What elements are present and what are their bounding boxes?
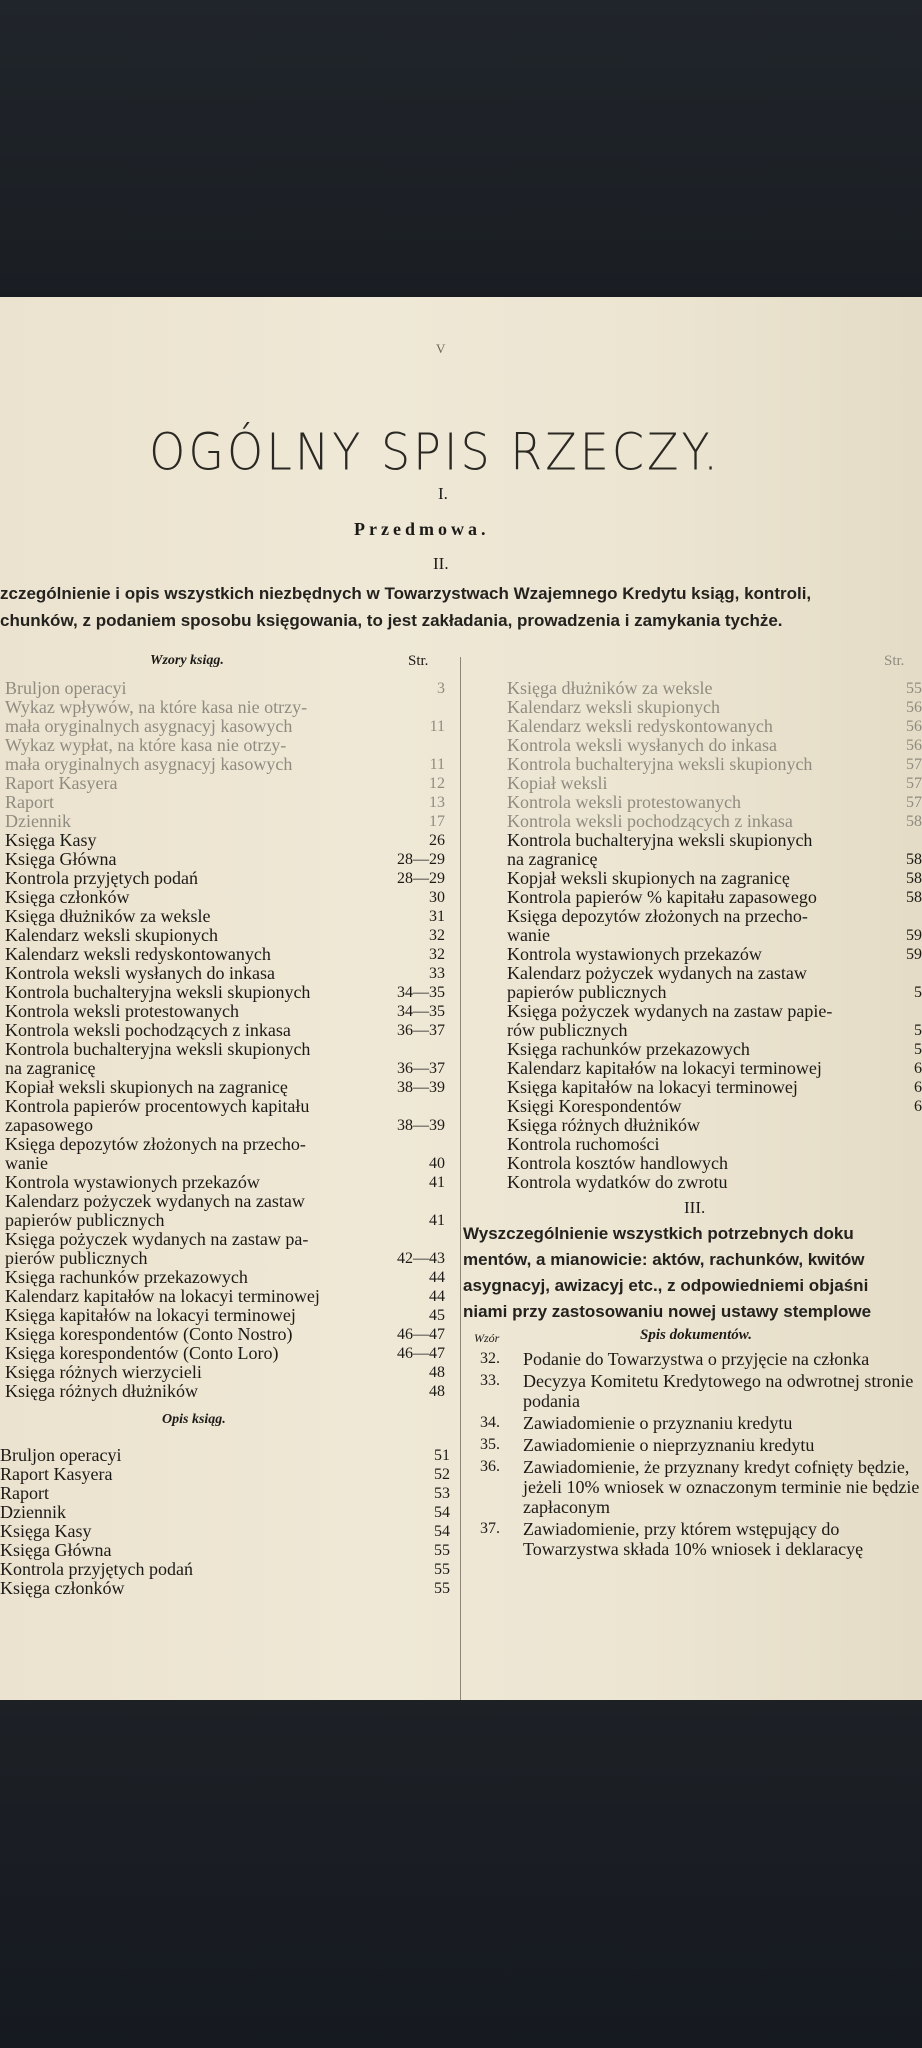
toc-entry-page: 44	[429, 1269, 445, 1286]
toc-entry-page: 28—29	[397, 851, 445, 868]
toc-entry	[5, 1249, 445, 1268]
toc-entry-title: Księga rachunków przekazowych	[5, 1267, 248, 1287]
document-number: 35.	[480, 1436, 500, 1453]
toc-entry-title: Kontrola wystawionych przekazów	[5, 1172, 260, 1192]
toc-entry-title: mała oryginalnych asygnacyj kasowych	[5, 754, 293, 774]
toc-entry	[5, 1173, 445, 1192]
toc-entry-right-title: Kontrola buchalteryjna weksli skupionych	[507, 754, 813, 774]
section-3-heading-line-2: mentów, a mianowicie: aktów, rachunków, kwitów	[463, 1250, 865, 1269]
toc-entry-page: 41	[429, 1174, 445, 1191]
opis-entry-page: 54	[434, 1523, 450, 1540]
toc-entry-right	[507, 1021, 922, 1040]
toc-entry-right	[507, 869, 922, 888]
toc-entry-page: 13	[429, 794, 445, 811]
toc-entry-page: 38—39	[397, 1079, 445, 1096]
section-1-number: I.	[438, 484, 448, 503]
toc-entry-right-title: Księga dłużników za weksle	[507, 678, 713, 698]
toc-entry-title: Wykaz wpływów, na które kasa nie otrzy-	[5, 697, 308, 717]
document-number: 34.	[480, 1414, 500, 1431]
section-2-heading-line-1: zczególnienie i opis wszystkich niezbędnych w Towarzystwach Wzajemnego Kredytu ksiąg, kontroli,	[0, 584, 812, 603]
toc-entry-title: Księga Kasy	[5, 830, 97, 850]
opis-entry-title: Księga Główna	[0, 1540, 112, 1560]
toc-entry-right-title: Księga pożyczek wydanych na zastaw papie-	[507, 1001, 833, 1021]
toc-entry	[5, 964, 445, 983]
toc-entry	[5, 698, 445, 717]
toc-entry-page: 48	[429, 1364, 445, 1381]
toc-entry-title: Kontrola buchalteryjna weksli skupionych	[5, 982, 311, 1002]
toc-entry-title: Raport Kasyera	[5, 773, 118, 793]
toc-entry-title: Księga Główna	[5, 849, 117, 869]
toc-entry-right	[507, 850, 922, 869]
toc-entry	[5, 907, 445, 926]
toc-entry-page: 38—39	[397, 1117, 445, 1134]
opis-entry	[0, 1465, 450, 1484]
toc-entry-right-title: Księga kapitałów na lokacyi terminowej	[507, 1077, 798, 1097]
section-3-heading-line-1: Wyszczególnienie wszystkich potrzebnych doku	[463, 1224, 854, 1243]
toc-entry-title: Księga korespondentów (Conto Nostro)	[5, 1324, 293, 1344]
toc-entry-title: Księga pożyczek wydanych na zastaw pa-	[5, 1229, 309, 1249]
document-number: 37.	[480, 1520, 500, 1537]
toc-entry-page: 48	[429, 1383, 445, 1400]
toc-entry-title: Księga korespondentów (Conto Loro)	[5, 1343, 279, 1363]
toc-entry-right	[507, 736, 922, 755]
section-3-heading-line-3: asygnacyj, awizacyj etc., z odpowiedniemi objaśni	[463, 1276, 869, 1295]
toc-entry-title: Bruljon operacyi	[5, 678, 127, 698]
section-3-number: III.	[684, 1198, 706, 1217]
toc-entry-title: Księga depozytów złożonych na przecho-	[5, 1134, 306, 1154]
toc-entry-right-page: 57	[906, 794, 922, 811]
toc-entry-right	[507, 831, 922, 850]
opis-toc-list	[0, 1446, 450, 1598]
toc-entry-right	[507, 1154, 922, 1173]
toc-entry-title: Kontrola papierów procentowych kapitału	[5, 1096, 310, 1116]
document-number: 32.	[480, 1350, 500, 1367]
toc-entry-right-title: Kontrola papierów % kapitału zapasowego	[507, 887, 817, 907]
toc-entry-right-title: Kalendarz weksli skupionych	[507, 697, 720, 717]
str-header-left: Str.	[408, 653, 429, 669]
toc-entry-title: Kalendarz pożyczek wydanych na zastaw	[5, 1191, 305, 1211]
toc-entry-right	[507, 1002, 922, 1021]
toc-entry-title: Kontrola weksli wysłanych do inkasa	[5, 963, 275, 983]
toc-entry-page: 12	[429, 775, 445, 792]
toc-entry-title: papierów publicznych	[5, 1210, 165, 1230]
toc-entry-right-title: Kontrola buchalteryjna weksli skupionych	[507, 830, 813, 850]
toc-entry-page: 42—43	[397, 1250, 445, 1267]
str-header-right: Str.	[884, 653, 905, 669]
toc-entry-title: na zagranicę	[5, 1058, 96, 1078]
toc-entry-title: mała oryginalnych asygnacyj kasowych	[5, 716, 293, 736]
toc-entry-right	[507, 1059, 922, 1078]
toc-entry-right	[507, 888, 922, 907]
toc-entry-page: 30	[429, 889, 445, 906]
toc-entry	[5, 1154, 445, 1173]
opis-entry-title: Kontrola przyjętych podań	[0, 1559, 193, 1579]
toc-entry	[5, 869, 445, 888]
toc-entry-right-title: papierów publicznych	[507, 982, 667, 1002]
toc-entry-right-title: Kontrola weksli pochodzących z inkasa	[507, 811, 793, 831]
toc-entry-page: 40	[429, 1155, 445, 1172]
toc-entry-title: Kalendarz weksli skupionych	[5, 925, 218, 945]
toc-entry-right-title: Kontrola kosztów handlowych	[507, 1153, 728, 1173]
section-3-heading	[463, 1221, 922, 1325]
opis-entry-page: 55	[434, 1580, 450, 1597]
toc-entry-right	[507, 1097, 922, 1116]
toc-entry-right-page: 57	[906, 756, 922, 773]
opis-entry-page: 51	[434, 1447, 450, 1464]
toc-entry	[5, 1363, 445, 1382]
document-title: Zawiadomienie, przy którem wstępujący do Towarzystwa składa 10% wniosek i deklaracyę	[523, 1519, 864, 1559]
toc-entry-right-title: Kontrola ruchomości	[507, 1134, 660, 1154]
toc-entry	[5, 926, 445, 945]
toc-entry	[5, 850, 445, 869]
opis-entry-title: Dziennik	[0, 1502, 66, 1522]
document-item	[470, 1519, 922, 1559]
toc-entry	[5, 983, 445, 1002]
toc-entry-right-page: 59	[906, 946, 922, 963]
opis-entry-title: Księga Kasy	[0, 1521, 92, 1541]
toc-entry	[5, 1040, 445, 1059]
document-title: Zawiadomienie o nieprzyznaniu kredytu	[523, 1435, 815, 1455]
background-top	[0, 0, 922, 300]
toc-entry-right-title: rów publicznych	[507, 1020, 628, 1040]
toc-entry	[5, 888, 445, 907]
toc-entry-page: 26	[429, 832, 445, 849]
toc-entry-title: Kalendarz kapitałów na lokacyi terminowej	[5, 1286, 320, 1306]
document-title: Decyzya Komitetu Kredytowego na odwrotnej stronie podania	[523, 1371, 914, 1411]
opis-entry	[0, 1579, 450, 1598]
toc-entry-right-title: Kalendarz weksli redyskontowanych	[507, 716, 773, 736]
toc-entry	[5, 1325, 445, 1344]
toc-entry-right-title: wanie	[507, 925, 550, 945]
opis-entry-page: 54	[434, 1504, 450, 1521]
opis-entry-title: Księga członków	[0, 1578, 125, 1598]
toc-entry-title: Wykaz wypłat, na które kasa nie otrzy-	[5, 735, 287, 755]
toc-entry	[5, 1230, 445, 1249]
toc-entry-page: 46—47	[397, 1326, 445, 1343]
toc-entry-right	[507, 1078, 922, 1097]
toc-entry	[5, 1116, 445, 1135]
toc-entry-right-page: 58	[906, 870, 922, 887]
toc-entry-page: 36—37	[397, 1060, 445, 1077]
page-title: OGÓLNY SPIS RZECZY.	[149, 422, 721, 482]
toc-entry	[5, 1135, 445, 1154]
toc-entry-title: Raport	[5, 792, 54, 812]
document-item	[470, 1349, 922, 1369]
toc-entry-title: zapasowego	[5, 1115, 93, 1135]
toc-entry	[5, 793, 445, 812]
toc-entry-right-page: 6	[914, 1098, 922, 1115]
column-divider	[460, 657, 461, 1702]
toc-entry-right	[507, 964, 922, 983]
toc-entry	[5, 717, 445, 736]
document-number: 36.	[480, 1458, 500, 1475]
toc-entry-right-page: 58	[906, 813, 922, 830]
document-title: Zawiadomienie o przyznaniu kredytu	[523, 1413, 793, 1433]
toc-entry	[5, 945, 445, 964]
toc-entry	[5, 1268, 445, 1287]
toc-entry-title: Kontrola weksli protestowanych	[5, 1001, 239, 1021]
toc-entry-right-page: 58	[906, 889, 922, 906]
opis-entry-page: 55	[434, 1561, 450, 1578]
toc-entry-right	[507, 717, 922, 736]
toc-entry-title: Księga kapitałów na lokacyi terminowej	[5, 1305, 296, 1325]
toc-entry-page: 41	[429, 1212, 445, 1229]
opis-entry-page: 55	[434, 1542, 450, 1559]
document-item	[470, 1457, 922, 1517]
toc-entry-right-page: 56	[906, 699, 922, 716]
toc-entry-right-title: Księgi Korespondentów	[507, 1096, 682, 1116]
toc-entry-page: 11	[429, 718, 445, 735]
toc-entry-title: Księga różnych wierzycieli	[5, 1362, 202, 1382]
opis-entry-title: Raport	[0, 1483, 49, 1503]
document-number: 33.	[480, 1372, 500, 1389]
toc-entry-right-page: 6	[914, 1060, 922, 1077]
toc-entry-page: 31	[429, 908, 445, 925]
opis-entry-page: 53	[434, 1485, 450, 1502]
toc-entry-right-title: Kopiał weksli	[507, 773, 608, 793]
toc-entry-page: 28—29	[397, 870, 445, 887]
toc-entry-right-page: 5	[914, 1041, 922, 1058]
toc-entry-page: 17	[429, 813, 445, 830]
toc-entry-right-page: 56	[906, 737, 922, 754]
left-toc-list	[5, 679, 445, 1401]
toc-entry-right-title: Kontrola wystawionych przekazów	[507, 944, 762, 964]
opis-entry	[0, 1522, 450, 1541]
opis-header: Opis ksiąg.	[162, 1412, 226, 1427]
toc-entry-title: wanie	[5, 1153, 48, 1173]
toc-entry-right	[507, 793, 922, 812]
toc-entry-page: 33	[429, 965, 445, 982]
toc-entry-right-title: Kontrola wydatków do zwrotu	[507, 1172, 728, 1192]
toc-entry	[5, 1382, 445, 1401]
toc-entry-title: Dziennik	[5, 811, 71, 831]
opis-entry	[0, 1446, 450, 1465]
toc-entry-title: Kontrola weksli pochodzących z inkasa	[5, 1020, 291, 1040]
toc-entry	[5, 1211, 445, 1230]
toc-entry	[5, 774, 445, 793]
opis-entry	[0, 1541, 450, 1560]
toc-entry-right	[507, 907, 922, 926]
toc-entry	[5, 1078, 445, 1097]
wzory-header: Wzory ksiąg.	[150, 653, 224, 668]
toc-entry-right-title: na zagranicę	[507, 849, 598, 869]
toc-entry	[5, 1192, 445, 1211]
toc-entry	[5, 1002, 445, 1021]
toc-entry-right-title: Kopjał weksli skupionych na zagranicę	[507, 868, 790, 888]
toc-entry-right	[507, 679, 922, 698]
section-2-heading-line-2: chunków, z podaniem sposobu księgowania, to jest zakładania, prowadzenia i zamykania tychże.	[0, 611, 783, 630]
toc-entry	[5, 1097, 445, 1116]
toc-entry-page: 11	[429, 756, 445, 773]
toc-entry-page: 34—35	[397, 984, 445, 1001]
toc-entry-right-page: 5	[914, 984, 922, 1001]
opis-entry-title: Bruljon operacyi	[0, 1445, 122, 1465]
document-item	[470, 1371, 922, 1411]
toc-entry-page: 36—37	[397, 1022, 445, 1039]
background-bottom	[0, 1700, 922, 2048]
toc-entry	[5, 1287, 445, 1306]
toc-entry-right	[507, 1135, 922, 1154]
section-2-number: II.	[433, 554, 449, 573]
toc-entry-page: 44	[429, 1288, 445, 1305]
toc-entry	[5, 1344, 445, 1363]
right-toc-list	[507, 679, 922, 1192]
section-1-title: Przedmowa.	[354, 519, 490, 539]
toc-entry-right	[507, 983, 922, 1002]
toc-entry-page: 3	[437, 680, 445, 697]
toc-entry-page: 34—35	[397, 1003, 445, 1020]
toc-entry-title: Księga dłużników za weksle	[5, 906, 211, 926]
opis-entry	[0, 1560, 450, 1579]
toc-entry-title: Kalendarz weksli redyskontowanych	[5, 944, 271, 964]
opis-entry	[0, 1484, 450, 1503]
toc-entry-right-title: Kontrola weksli protestowanych	[507, 792, 741, 812]
toc-entry-page: 46—47	[397, 1345, 445, 1362]
toc-entry-title: pierów publicznych	[5, 1248, 148, 1268]
toc-entry	[5, 812, 445, 831]
toc-entry	[5, 679, 445, 698]
toc-entry-title: Kopiał weksli skupionych na zagranicę	[5, 1077, 288, 1097]
toc-entry-page: 32	[429, 927, 445, 944]
document-item	[470, 1413, 922, 1433]
page-number: V	[436, 341, 446, 356]
toc-entry-title: Księga różnych dłużników	[5, 1381, 198, 1401]
toc-entry-title: Księga członków	[5, 887, 130, 907]
toc-entry-right-page: 57	[906, 775, 922, 792]
toc-entry-title: Kontrola buchalteryjna weksli skupionych	[5, 1039, 311, 1059]
document-page	[0, 297, 922, 1702]
toc-entry-right-page: 55	[906, 680, 922, 697]
document-item	[470, 1435, 922, 1455]
toc-entry-right	[507, 1116, 922, 1135]
section-3-heading-line-4: niami przy zastosowaniu nowej ustawy stemplowe	[463, 1302, 872, 1321]
toc-entry-page: 45	[429, 1307, 445, 1324]
toc-entry-right-page: 59	[906, 927, 922, 944]
toc-entry	[5, 1306, 445, 1325]
toc-entry-title: Kontrola przyjętych podań	[5, 868, 198, 888]
toc-entry-right-title: Księga depozytów złożonych na przecho-	[507, 906, 808, 926]
documents-list	[470, 1349, 922, 1561]
opis-entry-page: 52	[434, 1466, 450, 1483]
toc-entry	[5, 831, 445, 850]
toc-entry-right-page: 6	[914, 1079, 922, 1096]
toc-entry	[5, 736, 445, 755]
toc-entry-right-title: Kontrola weksli wysłanych do inkasa	[507, 735, 777, 755]
toc-entry	[5, 755, 445, 774]
toc-entry-right	[507, 812, 922, 831]
section-2-heading	[0, 580, 905, 634]
toc-entry-right-page: 5	[914, 1022, 922, 1039]
document-title: Podanie do Towarzystwa o przyjęcie na członka	[523, 1349, 870, 1369]
toc-entry	[5, 1059, 445, 1078]
wzor-label: Wzór	[474, 1331, 500, 1345]
toc-entry-right-title: Kalendarz pożyczek wydanych na zastaw	[507, 963, 807, 983]
toc-entry-right	[507, 945, 922, 964]
toc-entry-page: 32	[429, 946, 445, 963]
toc-entry-right	[507, 926, 922, 945]
toc-entry-right	[507, 755, 922, 774]
toc-entry-right-page: 56	[906, 718, 922, 735]
toc-entry-right-title: Kalendarz kapitałów na lokacyi terminowej	[507, 1058, 822, 1078]
toc-entry-right	[507, 1173, 922, 1192]
toc-entry-right	[507, 1040, 922, 1059]
toc-entry-right-page: 58	[906, 851, 922, 868]
toc-entry-right	[507, 774, 922, 793]
spis-dokumentow-label: Spis dokumentów.	[640, 1327, 752, 1343]
toc-entry-right	[507, 698, 922, 717]
opis-entry-title: Raport Kasyera	[0, 1464, 113, 1484]
document-title: Zawiadomienie, że przyznany kredyt cofnięty będzie, jeżeli 10% wniosek w oznaczonym terminie nie będzie zapłaconym	[523, 1457, 920, 1517]
toc-entry-right-title: Księga różnych dłużników	[507, 1115, 700, 1135]
toc-entry	[5, 1021, 445, 1040]
toc-entry-right-title: Księga rachunków przekazowych	[507, 1039, 750, 1059]
opis-entry	[0, 1503, 450, 1522]
